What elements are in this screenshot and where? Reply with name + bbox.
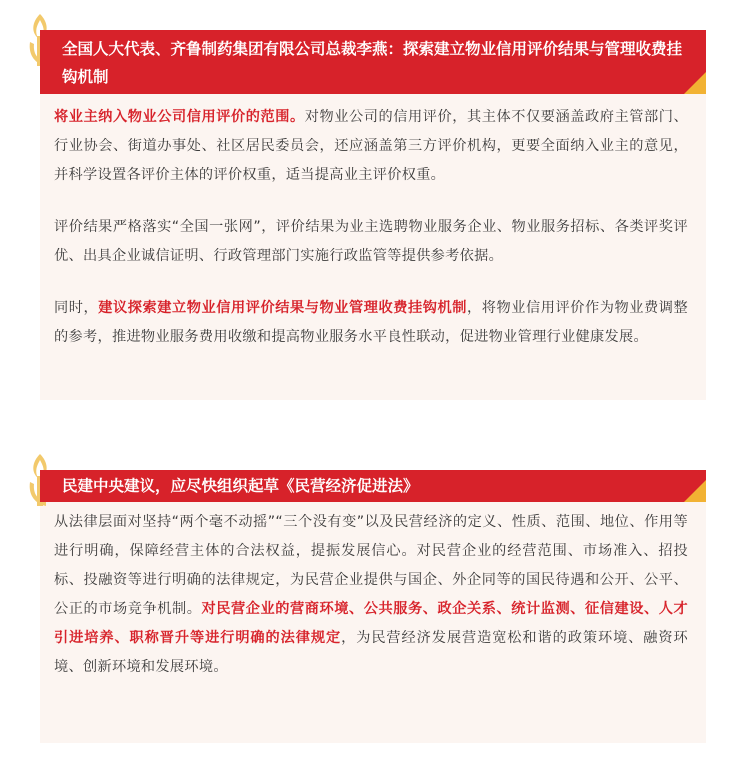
paragraph-text: 对物业公司的信用评价，其主体不仅要涵盖政府主管部门、行业协会、街道办事处、社区居民委员会，还应涵盖第三方评价机构，更要全面纳入业主的意见，并科学设置各评价主体的评价权重，适当提高业主评价权重。	[54, 109, 688, 183]
header-corner-decoration	[684, 72, 706, 94]
highlight-text: 对民营企业的营商环境、公共服务、政企关系、统计监测、征信建设、人才引进培养、职称晋升等进行明确的法律规定	[54, 601, 688, 646]
content-card	[40, 502, 706, 743]
paragraph-text: 从法律层面对坚持“两个毫不动摇”“三个没有变”以及民营经济的定义、性质、范围、地位、作用等进行明确，保障经营主体的合法权益，提振发展信心。对民营企业的经营范围、市场准入、招投标、投融资等进行明确的法律规定，为民营企业提供与国企、外企同等的国民待遇和公开、公平、公正的市场竞争机制。	[54, 514, 688, 617]
paragraph-text: 评价结果严格落实“全国一张网”，评价结果为业主选聘物业服务企业、物业服务招标、各类评奖评优、出具企业诚信证明、行政管理部门实施行政监管等提供参考依据。	[54, 219, 688, 264]
section-2	[40, 452, 706, 743]
section-title	[40, 30, 706, 94]
paragraph	[54, 508, 688, 682]
paragraph	[54, 213, 688, 271]
highlight-text: 建议探索建立物业信用评价结果与物业管理收费挂钩机制	[98, 300, 467, 316]
paragraph-tail: ，为民营经济发展营造宽松和谐的政策环境、融资环境、创新环境和发展环境。	[54, 630, 688, 675]
paragraph	[54, 294, 688, 352]
section-title	[40, 470, 706, 502]
section-1	[40, 12, 706, 400]
header-corner-decoration	[684, 480, 706, 502]
paragraph-prefix: 同时，	[54, 300, 99, 316]
paragraph-text: ，将物业信用评价作为物业费调整的参考，推进物业服务费用收缴和提高物业服务水平良性联动，促进物业管理行业健康发展。	[54, 300, 688, 345]
content-card	[40, 94, 706, 400]
section-title-text: 全国人大代表、齐鲁制药集团有限公司总裁李燕：探索建立物业信用评价结果与管理收费挂钩机制	[62, 40, 683, 86]
highlight-text: 将业主纳入物业公司信用评价的范围。	[54, 109, 305, 125]
paragraph	[54, 103, 688, 190]
section-title-text: 民建中央建议，应尽快组织起草《民营经济促进法》	[62, 477, 419, 495]
